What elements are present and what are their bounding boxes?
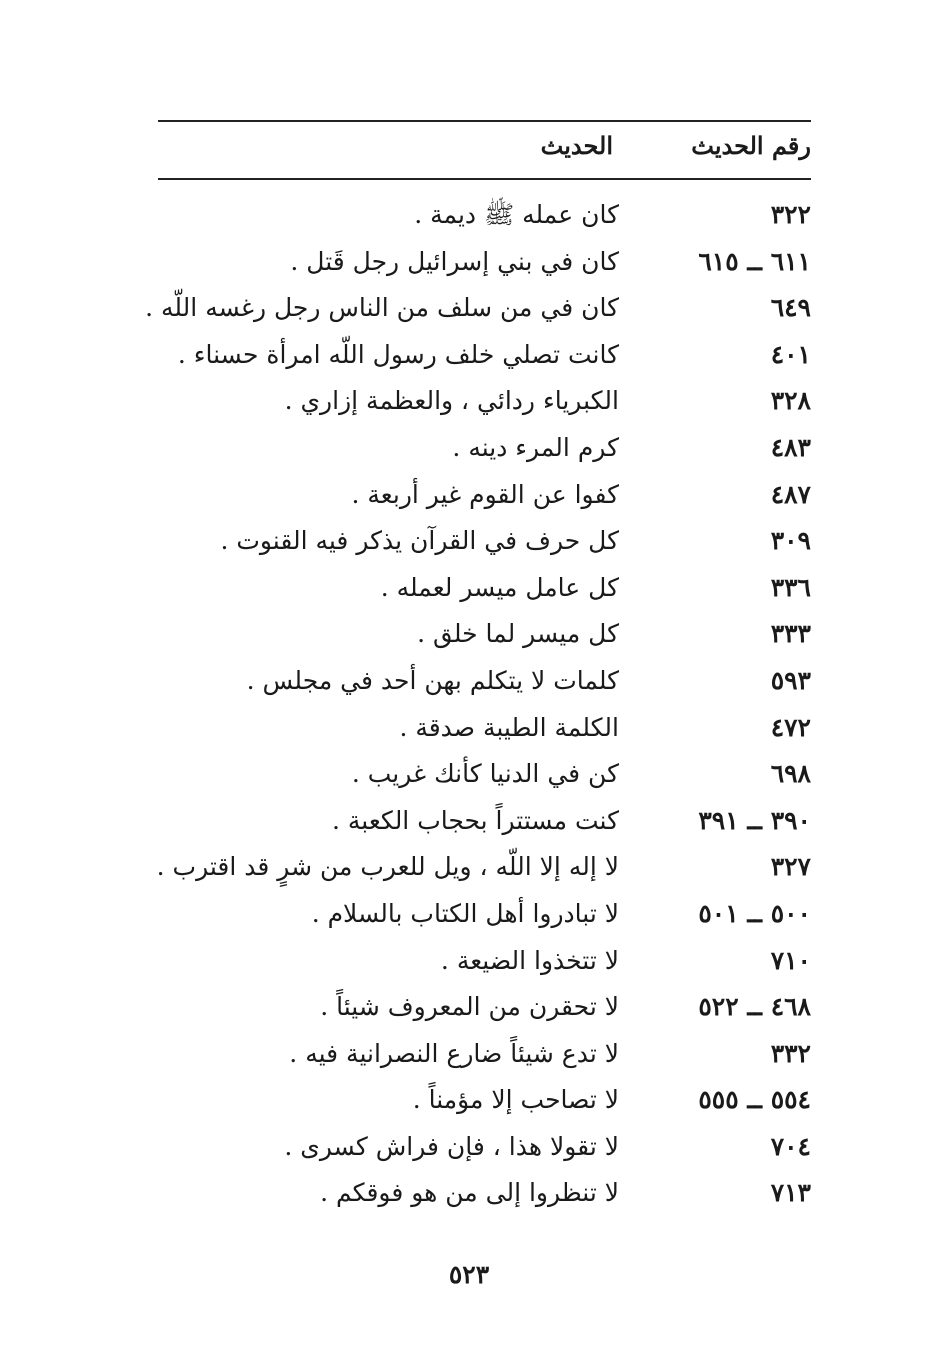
hadith-text: لا تحقرن من المعروف شيئاً . (320, 992, 619, 1022)
table-row (158, 752, 811, 799)
hadith-number: ٤٦٨ ــ ٥٢٢ (698, 992, 811, 1022)
hadith-number: ٣٣٢ (770, 1038, 811, 1068)
table-row (158, 845, 811, 892)
table-row (158, 659, 811, 706)
hadith-text: كفوا عن القوم غير أربعة . (351, 479, 619, 509)
hadith-text: كرم المرء دينه . (452, 432, 619, 462)
hadith-number: ٥٩٣ (770, 665, 811, 695)
table-row (158, 939, 811, 986)
hadith-number: ٣٣٦ (770, 572, 811, 602)
hadith-text: لا تصاحب إلا مؤمناً . (412, 1085, 619, 1115)
hadith-text: لا تدع شيئاً ضارع النصرانية فيه . (289, 1038, 619, 1068)
hadith-number: ٧١٠ (770, 945, 811, 975)
hadith-number: ٣٩٠ ــ ٣٩١ (698, 805, 811, 835)
table-row (158, 799, 811, 846)
hadith-index-list (145, 193, 811, 1218)
table-row (158, 985, 811, 1032)
header-rule (158, 178, 811, 180)
table-row (158, 612, 811, 659)
hadith-text: لا تنظروا إلى من هو فوقكم . (320, 1178, 619, 1208)
table-row (158, 193, 811, 240)
hadith-text: الكلمة الطيبة صدقة . (399, 712, 619, 742)
hadith-number: ٣٢٧ (770, 852, 811, 882)
table-row (158, 1171, 811, 1218)
hadith-number: ٣٢٨ (770, 386, 811, 416)
table-row (158, 566, 811, 613)
hadith-number: ٣٢٢ (770, 200, 811, 229)
hadith-number: ٣٣٣ (770, 619, 811, 649)
hadith-number: ٦٩٨ (770, 759, 811, 789)
hadith-text: كل عامل ميسر لعمله . (380, 572, 619, 602)
hadith-number: ٤٠١ (770, 339, 811, 369)
table-header (158, 128, 811, 172)
hadith-text: الكبرياء ردائي ، والعظمة إزاري . (284, 386, 619, 416)
table-row (158, 1078, 811, 1125)
hadith-text: كان في من سلف من الناس رجل رغسه اللّه . (145, 293, 619, 323)
table-row (158, 706, 811, 753)
hadith-text: لا إله إلا اللّه ، ويل للعرب من شرٍ قد اقترب . (156, 852, 619, 882)
hadith-number: ٤٨٣ (770, 432, 811, 462)
hadith-text: كلمات لا يتكلم بهن أحد في مجلس . (246, 665, 619, 695)
hadith-text: لا تقولا هذا ، فإن فراش كسرى . (284, 1131, 619, 1161)
table-row (158, 892, 811, 939)
hadith-number: ٧١٣ (770, 1178, 811, 1208)
hadith-number: ٥٥٤ ــ ٥٥٥ (698, 1085, 811, 1115)
hadith-text: كن في الدنيا كأنك غريب . (351, 759, 619, 789)
table-row (158, 379, 811, 426)
hadith-number-header: رقم الحديث (691, 131, 811, 160)
table-row (158, 333, 811, 380)
hadith-text: كان في بني إسرائيل رجل قَتل . (290, 246, 619, 276)
hadith-number: ٧٠٤ (770, 1131, 811, 1161)
page-number: ٥٢٣ (448, 1260, 490, 1289)
hadith-text-header: الحديث (540, 131, 613, 160)
hadith-number: ٦٤٩ (770, 293, 811, 323)
table-row (158, 426, 811, 473)
hadith-text: لا تتخذوا الضيعة . (440, 945, 619, 975)
hadith-number: ٣٠٩ (770, 526, 811, 556)
table-row (158, 240, 811, 287)
hadith-text: لا تبادروا أهل الكتاب بالسلام . (311, 898, 619, 928)
table-row (158, 519, 811, 566)
top-rule (158, 120, 811, 122)
hadith-number: ٤٧٢ (770, 712, 811, 742)
table-row (158, 1032, 811, 1079)
hadith-number: ٤٨٧ (770, 479, 811, 509)
hadith-text: كل ميسر لما خلق . (417, 619, 619, 649)
hadith-text: كان عمله ﷺ ديمة . (414, 200, 619, 229)
table-row (145, 286, 811, 333)
table-row (158, 1125, 811, 1172)
hadith-text: كل حرف في القرآن يذكر فيه القنوت . (220, 526, 619, 556)
hadith-number: ٥٠٠ ــ ٥٠١ (698, 898, 811, 928)
hadith-text: كنت مستتراً بحجاب الكعبة . (331, 805, 619, 835)
hadith-number: ٦١١ ــ ٦١٥ (698, 246, 811, 276)
hadith-text: كانت تصلي خلف رسول اللّه امرأة حسناء . (177, 339, 619, 369)
table-row (158, 473, 811, 520)
